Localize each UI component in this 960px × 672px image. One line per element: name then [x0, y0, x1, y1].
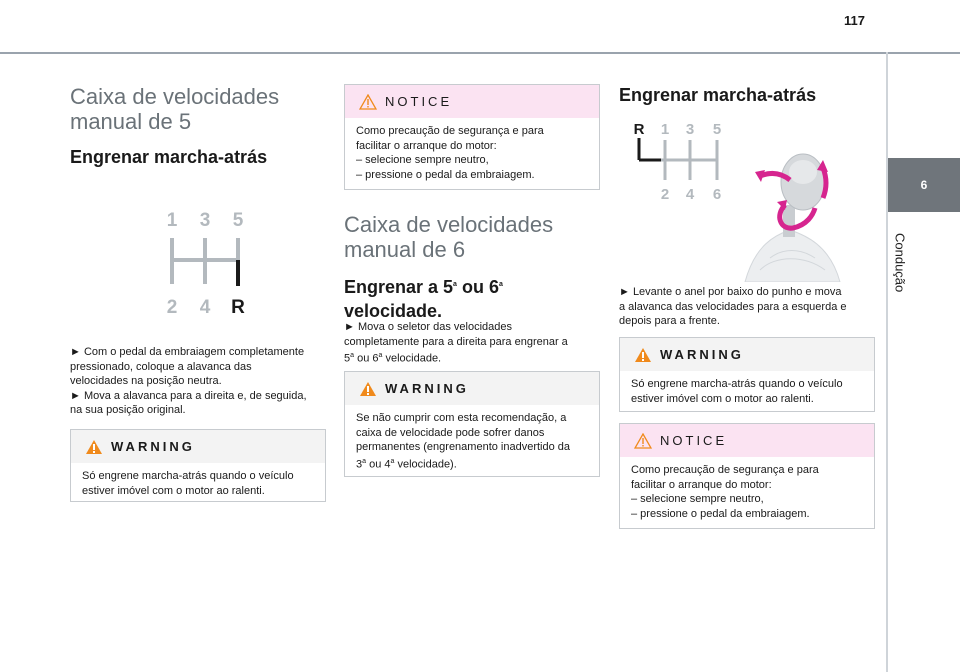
notice-body — [620, 457, 874, 529]
gear-label: 5 — [232, 210, 244, 231]
col1-warning-box — [70, 429, 326, 502]
reverse-path — [639, 138, 661, 160]
notice-text: – selecione sempre neutro, — [631, 493, 764, 505]
warning-header — [71, 430, 325, 463]
step-text: depois para a frente. — [619, 315, 720, 327]
warning-title: WARNING — [385, 381, 469, 396]
col2-warning-box — [344, 371, 600, 477]
gear-label: 6 — [712, 186, 722, 203]
col2-title-line2: manual de 6 — [344, 237, 466, 262]
subtitle-sup: a — [498, 281, 503, 288]
col1-title — [70, 84, 330, 134]
notice-text: Como precaução de segurança e para — [631, 464, 819, 476]
col2-subtitle — [344, 273, 604, 323]
gear-pattern-6-diagram — [625, 118, 735, 208]
chapter-tab[interactable]: 6 — [888, 158, 960, 212]
col1-subtitle: Engrenar marcha-atrás — [70, 147, 268, 167]
notice-text: – pressione o pedal da embraiagem. — [631, 507, 810, 520]
step-text: ► Com o pedal da embraiagem completamente — [70, 346, 305, 358]
warning-text: estiver imóvel com o motor ao ralenti. — [82, 484, 265, 497]
warning-text: estiver imóvel com o motor ao ralenti. — [631, 392, 814, 405]
subtitle-part: velocidade. — [344, 301, 443, 321]
col2-title-line1: Caixa de velocidades — [344, 212, 554, 237]
warning-text: 3$^a$ ou 4$^a$ velocidade). — [356, 457, 457, 471]
gear-label: 2 — [166, 297, 178, 318]
gear-pattern-5-diagram — [150, 200, 270, 322]
gear-label: 3 — [199, 210, 211, 231]
subtitle-part: ou 6 — [456, 277, 499, 297]
step-text: ► Mova a alavanca para a direita e, de seguida, — [70, 389, 307, 402]
subtitle-part: Engrenar a 5 — [344, 277, 454, 297]
col2-notice-box — [344, 84, 600, 190]
warning-body — [71, 463, 325, 506]
gear-label: 4 — [199, 297, 211, 318]
col2-steps — [344, 320, 606, 366]
gear-label: 4 — [685, 186, 695, 203]
warning-icon — [634, 347, 652, 363]
warning-text: permanentes (engrenamento inadvertido da — [356, 441, 571, 453]
warning-text: Só engrene marcha-atrás quando o veículo — [631, 378, 843, 390]
warning-body — [620, 371, 874, 414]
notice-text: facilitar o arranque do motor: — [631, 478, 772, 491]
step-text: ► Levante o anel por baixo do punho e mova — [619, 286, 842, 298]
notice-icon — [359, 94, 377, 110]
gear-label-reverse: R — [231, 297, 245, 318]
subtitle-sup: a — [453, 281, 457, 288]
warning-icon — [359, 381, 377, 397]
step-text: a alavanca das velocidades para a esquerda e — [619, 300, 847, 313]
notice-title: NOTICE — [385, 94, 453, 109]
col2-title — [344, 212, 604, 262]
step-text: completamente para a direita para engrenar a — [344, 335, 568, 348]
chapter-label: Condução — [892, 233, 908, 293]
notice-header — [620, 424, 874, 457]
step-text: velocidades na posição neutra. — [70, 375, 222, 387]
col3-steps — [619, 285, 881, 329]
notice-text: – pressione o pedal da embraiagem. — [356, 168, 535, 181]
step-text: 5$^a$ ou 6$^a$ velocidade. — [344, 352, 442, 365]
sidebar-rule — [886, 52, 888, 672]
gear-label-reverse: R — [633, 121, 645, 138]
notice-text: – selecione sempre neutro, — [356, 154, 489, 166]
gear-label: 1 — [660, 121, 670, 138]
col1-title-line1: Caixa de velocidades — [70, 84, 280, 109]
header-rule — [0, 52, 960, 54]
notice-header — [345, 85, 599, 118]
warning-icon — [85, 439, 103, 455]
notice-body — [345, 118, 599, 190]
warning-header — [620, 338, 874, 371]
gear-label: 1 — [166, 210, 178, 231]
warning-text: Se não cumprir com esta recomendação, a — [356, 412, 567, 424]
gear-label: 3 — [685, 121, 695, 138]
gear-lever-illustration — [735, 150, 845, 282]
warning-header — [345, 372, 599, 405]
step-text: na sua posição original. — [70, 404, 186, 416]
step-text: ► Mova o seletor das velocidades — [344, 321, 513, 333]
col3-notice-box — [619, 423, 875, 529]
warning-title: WARNING — [660, 347, 744, 362]
warning-text: caixa de velocidade pode sofrer danos — [356, 426, 545, 439]
col3-warning-box — [619, 337, 875, 412]
gear-label: 5 — [712, 121, 722, 138]
notice-title: NOTICE — [660, 433, 728, 448]
page-number: 117 — [844, 13, 865, 28]
col1-title-line2: manual de 5 — [70, 109, 192, 134]
notice-icon — [634, 433, 652, 449]
notice-text: Como precaução de segurança e para — [356, 125, 544, 137]
col3-subtitle: Engrenar marcha-atrás — [619, 85, 817, 105]
warning-title: WARNING — [111, 439, 195, 454]
warning-text: Só engrene marcha-atrás quando o veículo — [82, 470, 294, 482]
gear-label: 2 — [660, 186, 670, 203]
notice-text: facilitar o arranque do motor: — [356, 139, 497, 152]
step-text: pressionado, coloque a alavanca das — [70, 360, 252, 373]
warning-body — [345, 405, 599, 480]
col1-steps — [70, 345, 332, 418]
